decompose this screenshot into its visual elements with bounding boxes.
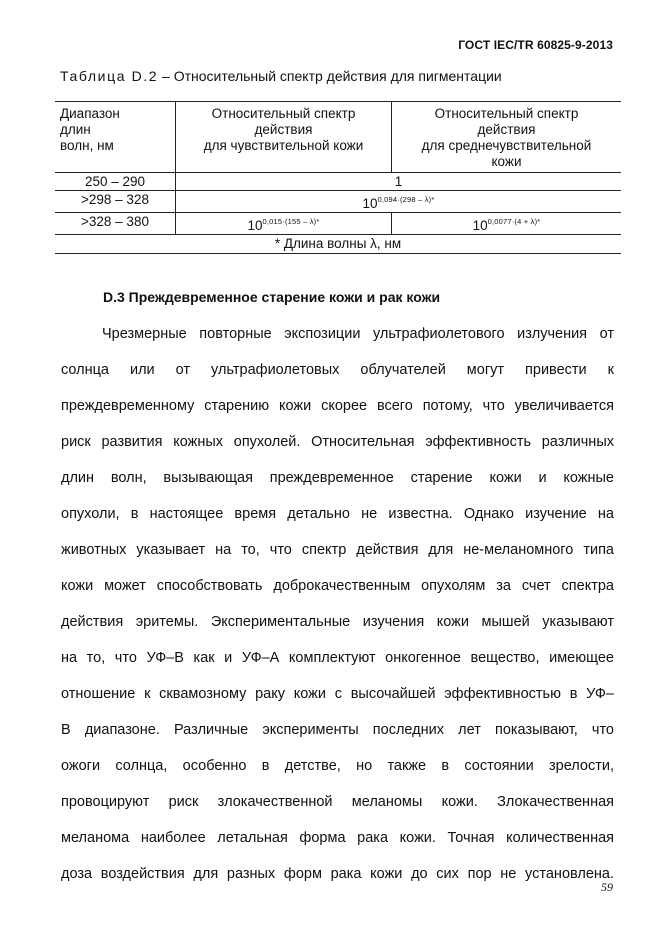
table-caption-text: – Относительный спектр действия для пигментации xyxy=(158,68,502,84)
page-number: 59 xyxy=(601,880,613,894)
header-text: для чувствительной кожи xyxy=(203,138,364,153)
value-cell-sensitive xyxy=(176,213,392,235)
table-caption-label: Таблица D.2 xyxy=(60,68,159,84)
header-text: для среднечувствительной xyxy=(421,138,592,153)
paragraph-line: животных указывает на то, что спектр действия для не-меланомного типа xyxy=(61,542,614,558)
value-base: 10 xyxy=(472,218,488,233)
header-text: длин xyxy=(60,122,91,137)
value-base: 10 xyxy=(247,218,263,233)
paragraph-line: преждевременному старению кожи скорее всего потому, что увеличивается xyxy=(61,398,614,414)
header-sensitive-skin xyxy=(176,102,392,173)
range-cell: >328 – 380 xyxy=(55,213,176,235)
paragraph-line: опухоли, в настоящее время детально не известна. Однако изучение на xyxy=(61,506,614,522)
paragraph-line: риск развития кожных опухолей. Относительная эффективность различных xyxy=(61,434,614,450)
header-text: волн, нм xyxy=(60,138,114,153)
value-exponent: 0,015·(155 – λ)* xyxy=(262,217,320,226)
paragraph-line: действия эритемы. Экспериментальные изучения кожи мышей указывают xyxy=(61,614,614,630)
header-text: Относительный спектр xyxy=(211,106,356,121)
value-cell xyxy=(176,191,622,213)
section-title: D.3 Преждевременное старение кожи и рак кожи xyxy=(103,289,441,305)
range-cell: >298 – 328 xyxy=(55,191,176,213)
paragraph-line: меланома наиболее летальная форма рака кожи. Точная количественная xyxy=(61,830,614,846)
paragraph-line: на то, что УФ–В как и УФ–А комплектуют онкогенное вещество, имеющее xyxy=(61,650,614,666)
paragraph-line: кожи может способствовать доброкачественным опухолям за счет спектра xyxy=(61,578,614,594)
header-text: действия xyxy=(477,122,536,137)
table-header-row xyxy=(55,102,621,173)
value-base: 10 xyxy=(362,196,378,211)
paragraph-line: отношение к сквамозному раку кожи с высочайшей эффективностью в УФ– xyxy=(61,686,614,702)
paragraph-line: провоцируют риск злокачественной меланомы кожи. Злокачественная xyxy=(61,794,614,810)
table-footnote-row xyxy=(55,235,621,254)
table-footnote: * Длина волны λ, нм xyxy=(55,235,621,254)
header-text: Диапазон xyxy=(60,106,120,121)
action-spectrum-table xyxy=(55,101,621,254)
section-body xyxy=(61,322,614,898)
paragraph-line: ожоги солнца, особенно в детстве, но также в состоянии зрелости, xyxy=(61,758,614,774)
document-header: ГОСТ IEC/TR 60825-9-2013 xyxy=(458,38,613,52)
paragraph-line: В диапазоне. Различные эксперименты последних лет показывают, что xyxy=(61,722,614,738)
paragraph-line: длин волн, вызывающая преждевременное старение кожи и кожные xyxy=(61,470,614,486)
value-cell-medium xyxy=(392,213,622,235)
paragraph-line: Чрезмерные повторные экспозиции ультрафиолетового излучения от xyxy=(102,326,614,342)
paragraph-line: солнца или от ультрафиолетовых облучателей могут привести к xyxy=(61,362,614,378)
header-text: действия xyxy=(254,122,313,137)
header-text: Относительный спектр xyxy=(434,106,579,121)
value-exponent: 0,094·(298 – λ)* xyxy=(377,195,435,204)
range-cell: 250 – 290 xyxy=(55,173,176,191)
value-exponent: 0,0077·(4 + λ)* xyxy=(487,217,541,226)
paragraph-line: доза воздействия для разных форм рака кожи до сих пор не установлена. xyxy=(61,866,614,882)
table-row xyxy=(55,191,621,213)
header-wavelength-range xyxy=(55,102,176,173)
value-cell: 1 xyxy=(176,173,622,191)
table-row xyxy=(55,213,621,235)
header-text: кожи xyxy=(491,154,522,169)
header-medium-sensitive-skin xyxy=(392,102,622,173)
table-caption xyxy=(60,68,502,84)
table-row xyxy=(55,173,621,191)
